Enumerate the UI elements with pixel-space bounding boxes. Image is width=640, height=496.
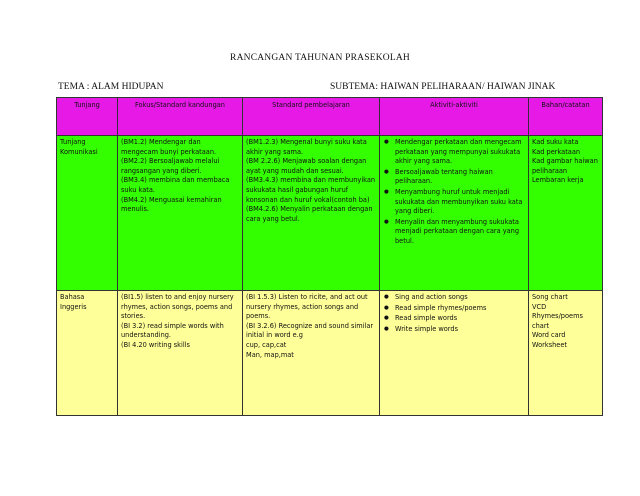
cell-text: (BM 2.2.6) Menjawab soalan dengan ayat yang mudah dan sesuai.	[246, 157, 367, 175]
header-tunjang: Tunjang	[57, 98, 118, 136]
bahan-cell	[529, 291, 603, 416]
cell-text: Song chart	[532, 293, 568, 301]
list-item: ● Sing and action songs	[395, 293, 525, 303]
cell-text: Bahasa	[60, 293, 85, 301]
cell-text: Lembaran kerja	[532, 176, 584, 185]
list-item: ● Mendengar perkataan dan mengecam perkataan yang mempunyai sukukata akhir yang sama.	[395, 138, 525, 167]
cell-text: Kad gambar haiwan peliharaan	[532, 157, 598, 175]
cell-text: (BM1.2) Mendengar dan mengecam bunyi perkataan.	[121, 138, 217, 156]
cell-text: (BM1.2.3) Mengenal bunyi suku kata akhir yang sama.	[246, 138, 367, 156]
cell-text: Man, map,mat	[246, 350, 294, 359]
list-item: ● Menyambung huruf untuk menjadi sukukata dan membunyikan suku kata yang diberi.	[395, 188, 525, 217]
subtema-label: SUBTEMA: HAIWAN PELIHARAAN/ HAIWAN JINAK	[330, 82, 556, 92]
cell-text: (BI 3.2) read simple words with understanding.	[121, 321, 224, 340]
cell-text: (BI1.5) listen to and enjoy nursery rhymes, action songs, poems and stories.	[121, 293, 234, 321]
cell-text: Inggeris	[60, 302, 87, 311]
list-item: ● Menyalin dan menyambung sukukata menjadi perkataan dengan cara yang betul.	[395, 218, 525, 247]
cell-text: Komunikasi	[60, 147, 98, 156]
table-row	[57, 291, 603, 416]
cell-text: Word card	[532, 331, 566, 340]
list-item: ● Write simple words	[395, 325, 525, 335]
cell-text: (BI 4.20 writing skills	[121, 340, 190, 349]
cell-text: Tunjang	[60, 138, 86, 146]
cell-text: (BM4.2) Menguasai kemahiran menulis.	[121, 195, 222, 214]
header-bahan: Bahan/catatan	[529, 98, 603, 136]
cell-text: VCD	[532, 302, 547, 311]
table-header-row	[57, 98, 603, 136]
aktiviti-cell	[380, 291, 529, 416]
header-standard: Standard pembelajaran	[243, 98, 380, 136]
cell-text: (BM4.2.6) Menyalin perkataan dengan cara yang betul.	[246, 205, 373, 223]
list-item: ● Bersoaljawab tentang haiwan peliharaan.	[395, 168, 525, 187]
tunjang-cell	[57, 291, 118, 416]
cell-text: (BI 3.2.6) Recognize and sound similar initial in word e.g	[246, 321, 374, 340]
cell-text: (BI 1.5.3) Listen to ricite, and act out nursery rhymes, action songs and poems.	[246, 293, 368, 321]
standard-cell	[243, 291, 380, 416]
cell-text: Worksheet	[532, 340, 568, 349]
standard-cell	[243, 136, 380, 291]
cell-text: (BM2.2) Bersoaljawab melalui rangsangan yang diberi.	[121, 157, 220, 175]
cell-text: Kad perkataan	[532, 147, 581, 156]
cell-text: (BM3.4) membina dan membaca suku kata.	[121, 176, 230, 194]
cell-text: Kad suku kata	[532, 138, 579, 146]
aktiviti-cell	[380, 136, 529, 291]
header-fokus: Fokus/Standard kandungan	[118, 98, 243, 136]
table-row	[57, 136, 603, 291]
cell-text: (BM3.4.3) membina dan membunyikan sukukata hasil gabungan huruf konsonan dan huruf vokal(contoh ba)	[246, 176, 376, 204]
lesson-plan-table	[56, 97, 603, 416]
list-item: ● Read simple words	[395, 314, 525, 324]
list-item: ● Read simple rhymes/poems	[395, 304, 525, 314]
fokus-cell	[118, 136, 243, 291]
tema-label: TEMA : ALAM HIDUPAN	[58, 82, 164, 92]
cell-text: Rhymes/poems chart	[532, 312, 583, 330]
document-title: RANCANGAN TAHUNAN PRASEKOLAH	[230, 53, 410, 63]
bahan-cell	[529, 136, 603, 291]
header-aktiviti: Aktiviti-aktiviti	[380, 98, 529, 136]
tunjang-cell	[57, 136, 118, 291]
fokus-cell	[118, 291, 243, 416]
cell-text: cup, cap,cat	[246, 340, 287, 349]
